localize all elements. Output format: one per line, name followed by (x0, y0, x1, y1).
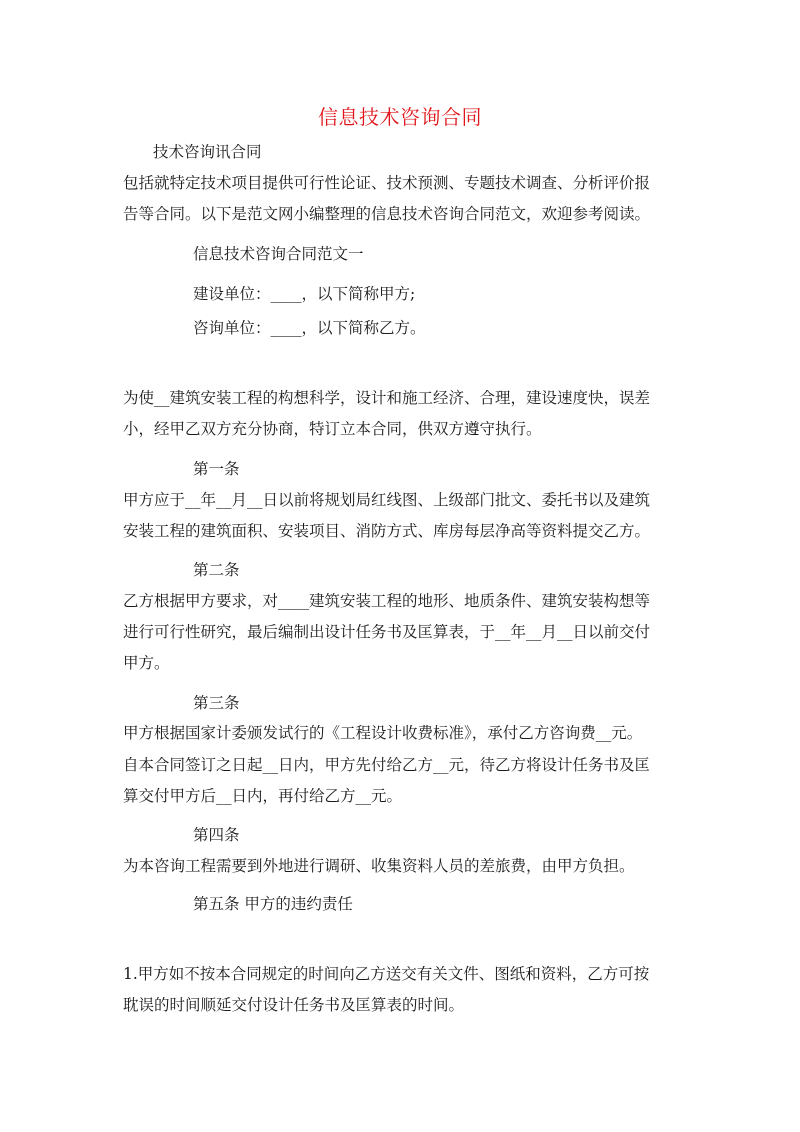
article-heading: 第四条 (193, 826, 240, 844)
paragraph-line: 甲方应于__年__月__日以前将规划局红线图、上级部门批文、委托书以及建筑 (123, 491, 651, 509)
article-heading: 第二条 (193, 561, 240, 579)
paragraph-line: 乙方根据甲方要求，对____建筑安装工程的地形、地质条件、建筑安装构想等 (123, 592, 651, 610)
paragraph-line: 甲方。 (123, 654, 170, 672)
paragraph-line: 咨询单位：____，以下简称乙方。 (193, 319, 426, 337)
article-heading: 第三条 (193, 694, 240, 712)
paragraph-line: 为使__建筑安装工程的构想科学，设计和施工经济、合理，建设速度快，误差 (123, 389, 651, 407)
paragraph-line: 耽误的时间顺延交付设计任务书及匡算表的时间。 (123, 996, 465, 1014)
paragraph-line: 技术咨询讯合同 (153, 143, 262, 161)
paragraph-line: 告等合同。以下是范文网小编整理的信息技术咨询合同范文，欢迎参考阅读。 (123, 205, 651, 223)
document-title: 信息技术咨询合同 (318, 105, 482, 129)
paragraph-line: 1.甲方如不按本合同规定的时间向乙方送交有关文件、图纸和资料，乙方可按 (123, 965, 650, 983)
article-heading: 第一条 (193, 460, 240, 478)
paragraph-line: 自本合同签订之日起__日内，甲方先付给乙方__元，待乙方将设计任务书及匡 (123, 756, 651, 774)
paragraph-line: 安装工程的建筑面积、安装项目、消防方式、库房每层净高等资料提交乙方。 (123, 522, 651, 540)
article-heading: 第五条 甲方的违约责任 (193, 895, 353, 913)
section-heading: 信息技术咨询合同范文一 (193, 245, 364, 263)
paragraph-line: 甲方根据国家计委颁发试行的《工程设计收费标准》，承付乙方咨询费__元。 (123, 724, 643, 742)
paragraph-line: 算交付甲方后__日内，再付给乙方__元。 (123, 787, 403, 805)
paragraph-line: 小，经甲乙双方充分协商，特订立本合同，供双方遵守执行。 (123, 420, 542, 438)
paragraph-line: 包括就特定技术项目提供可行性论证、技术预测、专题技术调查、分析评价报 (123, 174, 651, 192)
paragraph-line: 为本咨询工程需要到外地进行调研、收集资料人员的差旅费，由甲方负担。 (123, 857, 635, 875)
paragraph-line: 建设单位：____，以下简称甲方; (193, 285, 416, 303)
paragraph-line: 进行可行性研究，最后编制出设计任务书及匡算表，于__年__月__日以前交付 (123, 623, 651, 641)
